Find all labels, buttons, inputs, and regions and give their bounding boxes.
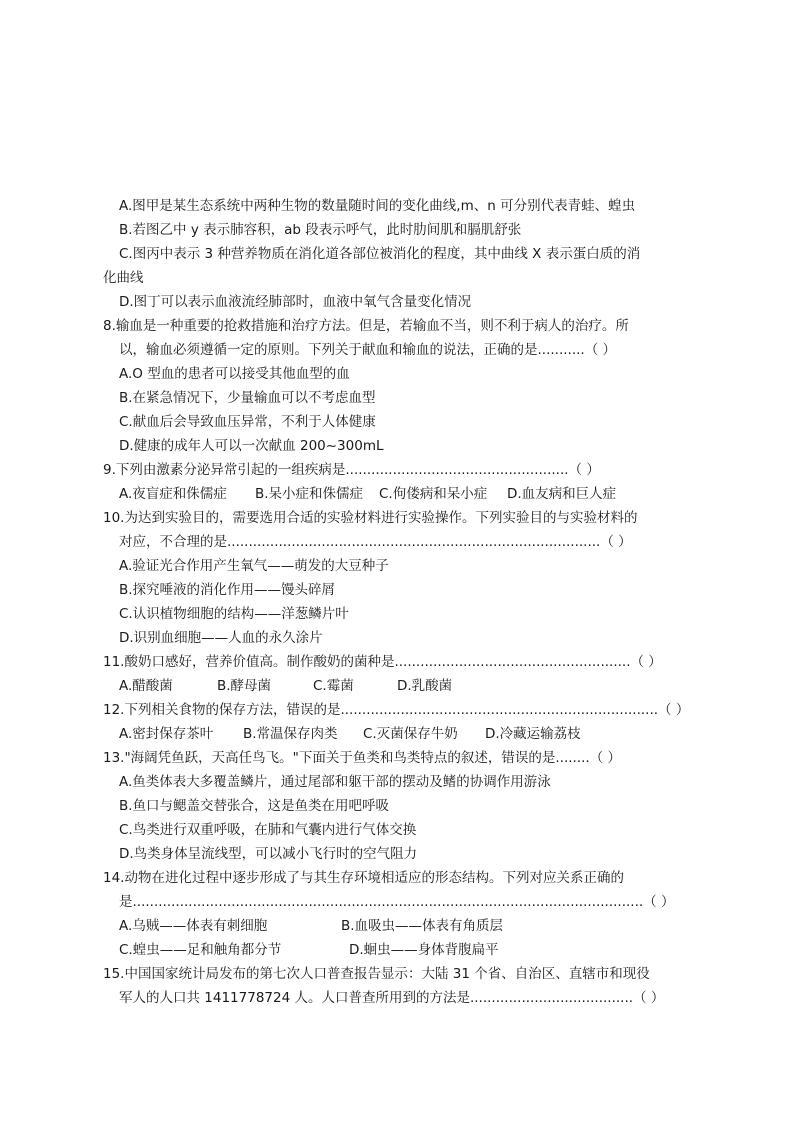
- q10-option-b: B.探究唾液的消化作用——馒头碎屑: [119, 582, 336, 598]
- q14-option-a: A.乌贼——体表有刺细胞: [119, 918, 268, 934]
- q14-stem: 14.动物在进化过程中逐步形成了与其生存环境相适应的形态结构。下列对应关系正确的: [103, 870, 624, 886]
- q11-option-c: C.霉菌: [313, 678, 354, 694]
- q15-stem: 15.中国国家统计局发布的第七次人口普查报告显示：大陆 31 个省、自治区、直辖市和现役: [103, 966, 650, 982]
- q7-option-d: D.图丁可以表示血液流经肺部时，血液中氧气含量变化情况: [119, 294, 472, 310]
- q13-stem: 13."海阔凭鱼跃，天高任鸟飞。"下面关于鱼类和鸟类特点的叙述，错误的是........（ ）: [103, 750, 622, 766]
- q10-option-a: A.验证光合作用产生氧气——萌发的大豆种子: [119, 558, 389, 574]
- q7-option-c-continued: 化曲线: [103, 270, 144, 286]
- q14-options-row1: [119, 916, 503, 936]
- q10-option-d: D.识别血细胞——人血的永久涂片: [119, 630, 323, 646]
- q8-option-d: D.健康的成年人可以一次献血 200~300mL: [119, 438, 384, 454]
- q8-stem: 8.输血是一种重要的抢救措施和治疗方法。但是，若输血不当，则不利于病人的治疗。所: [103, 318, 629, 334]
- q10-stem-continued: 对应，不合理的是.......................................................................................（ ）: [119, 534, 632, 550]
- q9-option-d: D.血友病和巨人症: [507, 486, 617, 502]
- q7-option-b: B.若图乙中 y 表示肺容积，ab 段表示呼气，此时肋间肌和膈肌舒张: [119, 222, 522, 238]
- q7-option-a: A.图甲是某生态系统中两种生物的数量随时间的变化曲线,m、n 可分别代表青蛙、蝗虫: [119, 198, 636, 214]
- q8-option-c: C.献血后会导致血压异常，不利于人体健康: [119, 414, 376, 430]
- q7-option-c: C.图丙中表示 3 种营养物质在消化道各部位被消化的程度，其中曲线 X 表示蛋白质的消: [119, 246, 641, 262]
- q10-option-c: C.认识植物细胞的结构——洋葱鳞片叶: [119, 606, 349, 622]
- q11-stem: 11.酸奶口感好，营养价值高。制作酸奶的菌种是.......................................................（ ）: [103, 654, 662, 670]
- q8-option-b: B.在紧急情况下，少量输血可以不考虑血型: [119, 390, 376, 406]
- q8-option-a: A.O 型血的患者可以接受其他血型的血: [119, 366, 350, 382]
- q14-stem-continued: 是.......................................................................................................................（ ）: [119, 894, 675, 910]
- q14-options-row2: [119, 940, 499, 960]
- q10-stem: 10.为达到实验目的，需要选用合适的实验材料进行实验操作。下列实验目的与实验材料的: [103, 510, 638, 526]
- q12-option-c: C.灭菌保存牛奶: [363, 726, 458, 742]
- q9-options: [119, 484, 616, 504]
- q12-option-d: D.冷藏运输荔枝: [485, 726, 581, 742]
- q13-option-b: B.鱼口与鳃盖交替张合，这是鱼类在用吧呼吸: [119, 798, 390, 814]
- q13-option-a: A.鱼类体表大多覆盖鳞片，通过尾部和躯干部的摆动及鳍的协调作用游泳: [119, 774, 551, 790]
- q11-option-a: A.醋酸菌: [119, 678, 173, 694]
- q13-option-c: C.鸟类进行双重呼吸，在肺和气囊内进行气体交换: [119, 822, 417, 838]
- q8-stem-continued: 以，输血必须遵循一定的原则。下列关于献血和输血的说法，正确的是...........（ ）: [119, 342, 616, 358]
- q11-option-d: D.乳酸菌: [397, 678, 453, 694]
- q14-option-c: C.蝗虫——足和触角都分节: [119, 942, 282, 958]
- q12-stem: 12.下列相关食物的保存方法，错误的是..........................................................................（ ）: [103, 702, 690, 718]
- q14-option-d: D.蛔虫——身体背腹扁平: [349, 942, 499, 958]
- q11-option-b: B.酵母菌: [217, 678, 272, 694]
- q9-stem: 9.下列由激素分泌异常引起的一组疾病是....................................................（ ）: [103, 462, 600, 478]
- q9-option-b: B.呆小症和侏儒症: [255, 486, 364, 502]
- q12-option-a: A.密封保存茶叶: [119, 726, 214, 742]
- q9-option-a: A.夜盲症和侏儒症: [119, 486, 227, 502]
- q13-option-d: D.鸟类身体呈流线型，可以减小飞行时的空气阻力: [119, 846, 418, 862]
- q12-options: [119, 724, 581, 744]
- q9-option-c: C.佝偻病和呆小症: [379, 486, 488, 502]
- q12-option-b: B.常温保存肉类: [243, 726, 338, 742]
- q14-option-b: B.血吸虫——体表有角质层: [341, 918, 504, 934]
- q11-options: [119, 676, 452, 696]
- q15-stem-continued: 军人的人口共 1411778724 人。人口普查所用到的方法是......................................（ ）: [119, 990, 665, 1006]
